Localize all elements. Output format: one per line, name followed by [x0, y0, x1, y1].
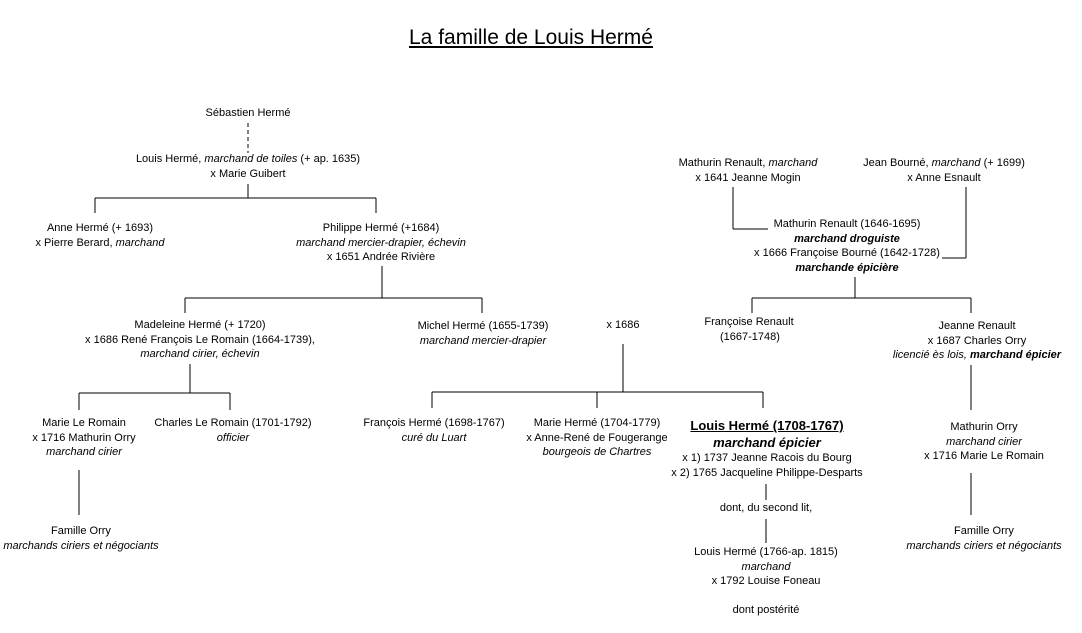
famille-orry-left	[0, 524, 162, 553]
person-occupation: marchand cirier, échevin	[140, 348, 260, 360]
person-spouse: x 1651 Andrée Rivière	[326, 251, 436, 263]
person-occupation: officier	[216, 431, 250, 444]
person-jeanne-renault	[884, 319, 1070, 363]
person-name: Louis Hermé (1708-1767)	[690, 418, 844, 433]
person-marie-herme	[508, 416, 686, 460]
person-spouse: x Pierre Berard,	[35, 236, 116, 249]
person-louis-herme-son	[676, 545, 856, 617]
family-occupation: marchands ciriers et négociants	[906, 539, 1062, 552]
person-occupation: bourgeois de Chartres	[542, 446, 652, 458]
person-spouse: x 1792 Louise Foneau	[711, 575, 821, 587]
famille-orry-right	[900, 524, 1068, 553]
spouse-occupation: marchande épicière	[795, 261, 899, 274]
person-occupation: marchand droguiste	[794, 232, 900, 245]
person-occupation: marchand mercier-drapier	[419, 334, 547, 347]
person-mathurin-renault-2	[742, 217, 952, 275]
person-spouse: x 1687 Charles Orry	[927, 334, 1027, 347]
person-spouse: x 1666 Françoise Bourné (1642-1728)	[754, 247, 940, 259]
person-name: Mathurin Renault (1646-1695)	[773, 218, 921, 230]
person-francois-herme	[350, 416, 518, 445]
family-occupation: marchands ciriers et négociants	[3, 539, 159, 552]
person-occupation: marchand	[741, 560, 791, 573]
person-charles-le-romain	[148, 416, 318, 445]
person-name: Madeleine Hermé (+ 1720)	[134, 319, 266, 331]
person-spouse: x 1716 Mathurin Orry	[32, 431, 136, 444]
person-mathurin-orry	[906, 420, 1062, 464]
person-occupation: marchand cirier	[946, 435, 1022, 448]
person-mathurin-renault-1	[664, 156, 832, 185]
family-name: Famille Orry	[954, 525, 1014, 537]
person-occupation: marchand mercier-drapier, échevin	[296, 236, 466, 249]
person-name: François Hermé (1698-1767)	[363, 417, 505, 429]
person-name: Anne Hermé (+ 1693)	[46, 222, 154, 234]
person-name: Françoise Renault	[704, 316, 794, 328]
person-philippe-herme	[276, 221, 486, 265]
person-spouse: x Anne Esnault	[907, 171, 981, 184]
person-francoise-renault	[694, 315, 804, 344]
person-dates: (+ ap. 1635)	[297, 153, 361, 165]
person-name: Louis Hermé,	[135, 153, 205, 165]
person-sebastien	[188, 106, 308, 121]
person-name: Charles Le Romain (1701-1792)	[154, 417, 312, 429]
person-spouse: x Anne-René de Fougerange	[526, 431, 668, 444]
person-marie-le-romain	[14, 416, 154, 460]
person-name: Sébastien Hermé	[205, 107, 291, 119]
person-occupation: curé du Luart	[401, 431, 467, 444]
posterity-note: dont postérité	[732, 603, 800, 616]
person-spouse: x 1641 Jeanne Mogin	[695, 171, 801, 184]
person-madeleine-herme	[70, 318, 330, 362]
person-name: Jeanne Renault	[938, 320, 1016, 332]
person-name: Marie Le Romain	[42, 417, 126, 429]
person-spouse-1: x 1) 1737 Jeanne Racois du Bourg	[682, 452, 852, 464]
person-jean-bourne	[846, 156, 1042, 185]
person-occupation-2: marchand épicier	[969, 349, 1062, 361]
person-name: Mathurin Orry	[950, 421, 1018, 433]
person-name: Michel Hermé (1655-1739)	[417, 320, 549, 332]
person-name: Louis Hermé (1766-ap. 1815)	[694, 546, 838, 558]
person-spouse: x Marie Guibert	[210, 167, 286, 180]
person-spouse: x 1716 Marie Le Romain	[924, 450, 1044, 462]
person-name: Jean Bourné,	[863, 157, 932, 169]
person-occupation: marchand	[768, 157, 818, 169]
person-occupation: marchand épicier	[713, 435, 821, 450]
page-title: La famille de Louis Hermé	[409, 26, 653, 49]
person-occupation: marchand de toiles	[204, 153, 298, 165]
person-name: Philippe Hermé (+1684)	[322, 222, 440, 234]
person-occupation: marchand cirier	[46, 446, 122, 458]
family-name: Famille Orry	[51, 525, 111, 537]
person-occupation: licencié ès lois,	[892, 349, 970, 361]
person-anne-herme	[15, 221, 185, 250]
person-spouse: x 1686 René François Le Romain (1664-1739),	[85, 333, 315, 346]
person-name: Mathurin Renault,	[678, 157, 769, 169]
person-dates: (+ 1699)	[980, 157, 1025, 169]
person-michel-herme	[393, 319, 573, 348]
marriage-label: x 1686	[606, 319, 640, 331]
person-spouse-2: x 2) 1765 Jacqueline Philippe-Desparts	[671, 466, 863, 479]
person-louis-herme-1	[118, 152, 378, 181]
note-text: dont, du second lit,	[719, 502, 813, 514]
person-name: Marie Hermé (1704-1779)	[533, 417, 661, 429]
person-louis-herme-main	[662, 417, 872, 480]
person-dates: (1667-1748)	[720, 330, 780, 343]
person-occupation: marchand	[931, 157, 981, 169]
note-second-marriage	[696, 501, 836, 516]
person-occupation: marchand	[115, 236, 165, 249]
marriage-label-1686	[593, 318, 653, 333]
